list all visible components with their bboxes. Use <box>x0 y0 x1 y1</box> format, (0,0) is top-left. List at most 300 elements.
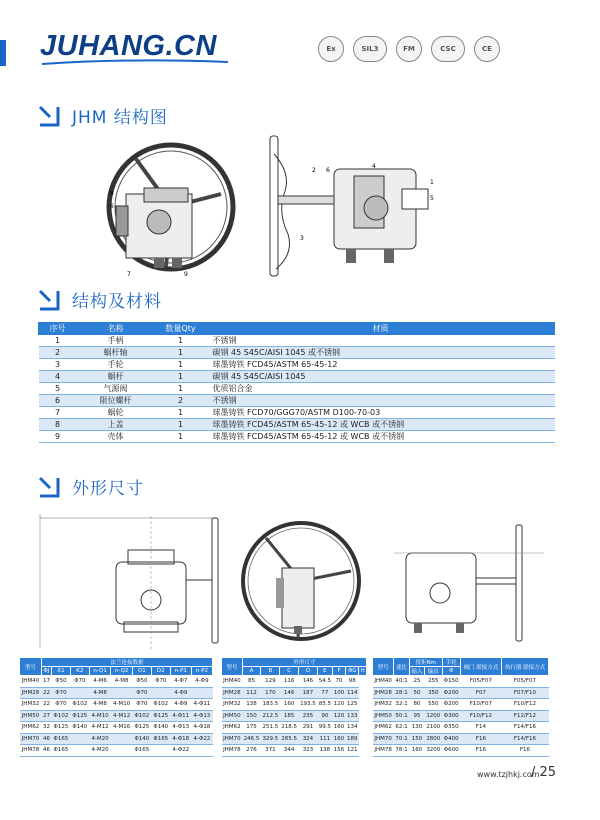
table-cell: 1 <box>39 335 77 347</box>
table-cell: 218.5 <box>280 722 299 734</box>
table-cell: Φ140 <box>70 722 89 734</box>
table-cell: 1200 <box>425 710 442 722</box>
table-cell: 4-M6 <box>89 676 111 688</box>
table-cell: JHM40 <box>373 676 394 688</box>
table-cell: 4-Φ22 <box>191 733 212 745</box>
footer-url: www.tzjhkj.com <box>477 770 540 779</box>
table-cell: 114 <box>346 687 359 699</box>
certification-logos <box>318 36 500 62</box>
table-cell: F05/F07 <box>501 676 548 688</box>
table-cell: 4-Φ22 <box>170 745 191 757</box>
table-cell: Φ50 <box>52 676 71 688</box>
table-cell: 99.5 <box>317 722 332 734</box>
table-cell: 146 <box>280 687 299 699</box>
table-cell: 球墨铸铁 FCD45/ASTM 65-45-12 或 WCB 或不锈钢 <box>207 431 555 443</box>
column-header: 阀门 联接方式 <box>460 658 501 676</box>
table-cell: Φ70 <box>52 687 71 699</box>
callout-9: 9 <box>184 271 188 278</box>
table-cell: 175 <box>242 722 261 734</box>
table-cell: 1 <box>155 431 207 443</box>
callout-5: 5 <box>430 195 434 202</box>
table-cell: 100 <box>332 687 345 699</box>
table-cell: 77 <box>317 687 332 699</box>
table-cell: 1 <box>155 359 207 371</box>
table-cell: Φ125 <box>132 722 151 734</box>
table-cell: 251.5 <box>261 722 280 734</box>
table-cell: 150 <box>242 710 261 722</box>
table-cell: 1 <box>155 371 207 383</box>
table-cell: F10/F12 <box>501 699 548 711</box>
column-header: 输出 <box>425 667 442 676</box>
table-cell: 70 <box>332 676 345 688</box>
dimension-drawing-side <box>394 523 544 645</box>
table-row <box>20 745 213 757</box>
table-row <box>373 699 549 711</box>
column-header: Φ <box>442 667 460 676</box>
table-row <box>222 687 367 699</box>
table-cell: 4-M16 <box>111 722 133 734</box>
table-cell: F05/F07 <box>460 676 501 688</box>
table-cell: 22 <box>41 687 51 699</box>
table-cell: Φ102 <box>132 710 151 722</box>
section-dimensions-header <box>38 474 144 499</box>
column-header: H <box>360 668 365 674</box>
table-cell: 4-M10 <box>89 710 111 722</box>
column-header: C <box>280 667 299 676</box>
table-cell: 蜗杆轴 <box>77 347 155 359</box>
table-cell: Φ70 <box>132 699 151 711</box>
table-cell: 6 <box>39 395 77 407</box>
table-body <box>373 676 549 757</box>
table-row <box>222 676 367 688</box>
table-cell: 371 <box>261 745 280 757</box>
column-header: n-P2 <box>191 667 212 676</box>
callout-6: 6 <box>110 203 114 210</box>
table-cell: 40:1 <box>394 676 410 688</box>
table-cell: F10/F07 <box>460 699 501 711</box>
table-cell: 4-M12 <box>111 710 133 722</box>
torque-spec-table <box>372 657 549 757</box>
table-cell: 球墨铸铁 FCD45/ASTM 65-45-12 或 WCB 或不锈钢 <box>207 419 555 431</box>
table-row <box>39 383 555 395</box>
table-cell: 气源阀 <box>77 383 155 395</box>
table-cell: 4-Φ7 <box>170 676 191 688</box>
column-header: D <box>299 667 318 676</box>
table-cell: 上盖 <box>77 419 155 431</box>
section-title: 结构及材料 <box>72 292 162 312</box>
table-row <box>39 419 555 431</box>
flange-data-table <box>19 657 213 757</box>
table-cell: 1 <box>155 419 207 431</box>
page-edge-tab <box>0 40 6 66</box>
outline-dimensions-table <box>221 657 367 757</box>
table-cell: 4-M20 <box>89 745 111 757</box>
ex-cert-icon: Ex <box>318 36 344 62</box>
column-header: 扭矩Nm <box>409 658 442 667</box>
ce-cert-icon: CE <box>474 36 500 62</box>
table-cell: Φ70 <box>52 699 71 711</box>
table-cell: 2 <box>39 347 77 359</box>
table-cell: 球墨铸铁 FCD45/ASTM 65-45-12 <box>207 359 555 371</box>
column-header: 材质 <box>207 323 555 335</box>
callout-2: 2 <box>312 167 316 174</box>
table-cell: 138 <box>317 745 332 757</box>
column-header: 数量Qty <box>155 323 207 335</box>
table-cell <box>111 687 133 699</box>
table-cell: 2800 <box>425 733 442 745</box>
table-cell: Φ600 <box>442 745 460 757</box>
column-header: K2 <box>70 667 89 676</box>
table-cell: 291 <box>299 722 318 734</box>
table-cell: F12/F12 <box>501 710 548 722</box>
table-header-row <box>39 323 555 335</box>
table-row <box>20 699 213 711</box>
table-cell: Φ102 <box>151 699 170 711</box>
table-cell: 183.5 <box>261 699 280 711</box>
table-cell: 4-Φ11 <box>170 710 191 722</box>
column-header: E <box>317 667 332 676</box>
table-cell: 235 <box>299 710 318 722</box>
table-row <box>373 733 549 745</box>
logo-swoosh <box>40 58 230 68</box>
table-cell: 4-M8 <box>111 676 133 688</box>
table-cell: F14 <box>460 722 501 734</box>
callout-4: 4 <box>372 163 376 170</box>
table-cell: 4-Φ9 <box>191 676 212 688</box>
table-header-row <box>20 658 213 667</box>
table-cell: Φ102 <box>52 710 71 722</box>
table-cell: 不锈钢 <box>207 335 555 347</box>
table-cell: 50:1 <box>394 710 410 722</box>
table-cell: 32 <box>41 722 51 734</box>
table-cell: Φ50 <box>132 676 151 688</box>
table-row <box>39 395 555 407</box>
table-cell: 1 <box>155 347 207 359</box>
table-cell: 4 <box>39 371 77 383</box>
table-cell: JHM70 <box>222 733 243 745</box>
table-cell: 碳钢 45 S45C/AISI 1045 或不锈钢 <box>207 347 555 359</box>
table-cell: 4-Φ18 <box>191 722 212 734</box>
table-cell: 98 <box>346 676 359 688</box>
table-cell: 蜗轮 <box>77 407 155 419</box>
column-header: X1 <box>52 667 71 676</box>
table-cell: JHM40 <box>222 676 243 688</box>
table-cell: 255 <box>425 676 442 688</box>
table-cell: Φ350 <box>442 722 460 734</box>
column-header: n-Q1 <box>89 667 111 676</box>
table-cell: JHM50 <box>373 710 394 722</box>
table-cell: 4-M12 <box>89 722 111 734</box>
table-cell: 4-Φ9 <box>170 699 191 711</box>
page-number: / 25 <box>531 765 557 780</box>
table-cell: Φ200 <box>442 687 460 699</box>
table-cell: 70:1 <box>394 733 410 745</box>
callout-7: 7 <box>127 271 131 278</box>
table-cell <box>70 733 89 745</box>
table-cell: 120 <box>332 699 345 711</box>
table-cell: 324 <box>299 733 318 745</box>
table-cell: 4-M10 <box>111 699 133 711</box>
table-cell: Φ165 <box>151 733 170 745</box>
table-row <box>373 745 549 757</box>
table-body <box>20 676 213 757</box>
table-cell: 7 <box>39 407 77 419</box>
table-cell: F14/F16 <box>501 722 548 734</box>
table-cell: 54.5 <box>317 676 332 688</box>
table-cell: 156 <box>332 745 345 757</box>
column-header: 序号 <box>39 323 77 335</box>
table-cell: 62:1 <box>394 722 410 734</box>
table-cell: 160 <box>280 699 299 711</box>
table-row <box>20 687 213 699</box>
column-header: ΦG <box>346 667 359 676</box>
table-row <box>222 722 367 734</box>
table-cell: 112 <box>242 687 261 699</box>
table-cell: 手柄 <box>77 335 155 347</box>
table-cell: Φ125 <box>151 710 170 722</box>
column-header: 型号 <box>20 658 42 676</box>
column-header: D1 <box>132 667 151 676</box>
table-cell: 150 <box>409 733 424 745</box>
table-cell: JHM28 <box>20 687 42 699</box>
table-cell <box>151 745 170 757</box>
section-structure-header <box>38 103 168 128</box>
section-arrow-icon <box>38 289 60 311</box>
table-cell: 32:1 <box>394 699 410 711</box>
side-view-drawing <box>264 134 444 284</box>
table-cell: 1 <box>155 407 207 419</box>
table-cell: Φ140 <box>151 722 170 734</box>
column-header: n-Q2 <box>111 667 133 676</box>
table-cell <box>111 733 133 745</box>
table-cell: 550 <box>425 699 442 711</box>
table-cell: JHM62 <box>20 722 42 734</box>
section-arrow-icon <box>38 105 60 127</box>
table-cell: 4-Φ11 <box>191 699 212 711</box>
table-cell: 116 <box>280 676 299 688</box>
table-cell: Φ70 <box>70 676 89 688</box>
table-cell: 193.5 <box>299 699 318 711</box>
table-cell: 5 <box>39 383 77 395</box>
table-cell: 22 <box>41 699 51 711</box>
table-cell: 133 <box>346 710 359 722</box>
table-row <box>373 710 549 722</box>
table-cell: 25 <box>409 676 424 688</box>
table-cell: 285.5 <box>280 733 299 745</box>
column-header: F <box>332 667 345 676</box>
table-cell: 189 <box>346 733 359 745</box>
column-header: 手轮 <box>442 658 460 667</box>
table-cell: 28:1 <box>394 687 410 699</box>
table-cell: 17 <box>41 676 51 688</box>
table-cell: 344 <box>280 745 299 757</box>
column-header: D2 <box>151 667 170 676</box>
table-cell: Φ140 <box>132 733 151 745</box>
table-cell: 不锈钢 <box>207 395 555 407</box>
table-cell: JHM78 <box>20 745 42 757</box>
table-row <box>39 359 555 371</box>
callout-3: 3 <box>300 235 304 242</box>
table-row <box>373 722 549 734</box>
table-cell: 4-M20 <box>89 733 111 745</box>
table-cell: JHM28 <box>373 687 394 699</box>
column-header: n-P1 <box>170 667 191 676</box>
table-cell: JHM28 <box>222 687 243 699</box>
table-cell: 246.5 <box>242 733 261 745</box>
table-cell: 187 <box>299 687 318 699</box>
table-cell: 129 <box>261 676 280 688</box>
table-cell: 4-Φ18 <box>170 733 191 745</box>
table-cell: 27 <box>41 710 51 722</box>
table-cell: Φ165 <box>52 745 71 757</box>
table-cell: 350 <box>425 687 442 699</box>
table-cell: 120 <box>332 710 345 722</box>
table-cell: 1 <box>155 335 207 347</box>
table-cell: 80 <box>409 699 424 711</box>
table-cell: 4-M8 <box>89 699 111 711</box>
table-cell: F10/F12 <box>460 710 501 722</box>
table-cell: 4-M8 <box>89 687 111 699</box>
table-cell <box>70 745 89 757</box>
table-cell: JHM32 <box>20 699 42 711</box>
table-cell: Φ200 <box>442 699 460 711</box>
table-cell: Φ300 <box>442 710 460 722</box>
callout-6: 6 <box>326 167 330 174</box>
table-cell: F16 <box>460 733 501 745</box>
column-header: 输入 <box>409 667 424 676</box>
table-row <box>373 687 549 699</box>
table-cell: JHM62 <box>373 722 394 734</box>
table-row <box>222 733 367 745</box>
table-cell: JHM62 <box>222 722 243 734</box>
table-cell: 50 <box>409 687 424 699</box>
table-row <box>39 407 555 419</box>
table-cell: Φ70 <box>132 687 151 699</box>
table-cell <box>191 745 212 757</box>
table-cell: Φ102 <box>70 699 89 711</box>
column-header: ΦJ <box>41 667 51 676</box>
column-header: A <box>242 667 261 676</box>
table-cell: Φ165 <box>52 733 71 745</box>
table-cell: JHM70 <box>20 733 42 745</box>
table-row <box>39 347 555 359</box>
table-cell <box>111 745 133 757</box>
table-cell: 蜗杆 <box>77 371 155 383</box>
table-cell: Φ125 <box>52 722 71 734</box>
table-subheader-row <box>20 667 213 676</box>
front-view-drawing <box>96 134 246 284</box>
table-row <box>20 710 213 722</box>
table-row <box>222 699 367 711</box>
table-cell: 111 <box>317 733 332 745</box>
table-row <box>39 431 555 443</box>
table-cell: Φ165 <box>132 745 151 757</box>
sil3-cert-icon: SIL3 <box>353 36 387 62</box>
table-cell: Φ400 <box>442 733 460 745</box>
materials-table <box>38 322 555 443</box>
table-cell: 160 <box>409 745 424 757</box>
table-cell: 85.5 <box>317 699 332 711</box>
table-cell: F16 <box>460 745 501 757</box>
table-cell: 碳钢 45 S45C/AISI 1045 <box>207 371 555 383</box>
table-cell: Φ125 <box>70 710 89 722</box>
table-cell: 212.5 <box>261 710 280 722</box>
table-cell: 185 <box>280 710 299 722</box>
fm-cert-icon: FM <box>396 36 422 62</box>
table-cell: 170 <box>261 687 280 699</box>
table-cell: 46 <box>41 733 51 745</box>
table-cell: F14/F16 <box>501 733 548 745</box>
table-row <box>39 335 555 347</box>
table-cell: 1 <box>155 383 207 395</box>
table-cell: 90 <box>317 710 332 722</box>
table-cell: 9 <box>39 431 77 443</box>
table-cell: 130 <box>409 722 424 734</box>
table-header-row <box>222 658 367 667</box>
table-cell: 球墨铸铁 FCD70/GGG70/ASTM D100-70-03 <box>207 407 555 419</box>
table-cell <box>70 687 89 699</box>
column-header: B <box>261 667 280 676</box>
table-cell: 3200 <box>425 745 442 757</box>
table-cell: JHM32 <box>222 699 243 711</box>
group-header: 法兰连接数据 <box>41 658 212 667</box>
column-header: 型号 <box>373 658 394 676</box>
table-cell: 优质铝合金 <box>207 383 555 395</box>
table-cell: 121 <box>346 745 359 757</box>
table-cell: 4-Φ13 <box>170 722 191 734</box>
table-cell: 160 <box>332 722 345 734</box>
column-header: 速比 <box>394 658 410 676</box>
table-cell: 329.5 <box>261 733 280 745</box>
table-cell: JHM70 <box>373 733 394 745</box>
column-header: 执行器 联接方式 <box>501 658 548 676</box>
table-row <box>20 722 213 734</box>
table-row <box>20 676 213 688</box>
table-cell: JHM32 <box>373 699 394 711</box>
table-cell: 85 <box>242 676 261 688</box>
section-title: JHM 结构图 <box>72 108 168 128</box>
table-cell: 146 <box>299 676 318 688</box>
dimension-drawing-front <box>36 508 221 653</box>
section-arrow-icon <box>38 476 60 498</box>
table-cell: F07 <box>460 687 501 699</box>
csc-cert-icon: CSC <box>431 36 465 62</box>
column-header: 名称 <box>77 323 155 335</box>
table-row <box>373 676 549 688</box>
table-cell: JHM78 <box>373 745 394 757</box>
table-cell: F16 <box>501 745 548 757</box>
table-cell: 壳体 <box>77 431 155 443</box>
table-cell <box>151 687 170 699</box>
table-cell: 138 <box>242 699 261 711</box>
table-row <box>20 733 213 745</box>
brand-logo: JUHANG.CN <box>40 30 217 62</box>
table-cell: 276 <box>242 745 261 757</box>
table-cell: JHM40 <box>20 676 42 688</box>
table-cell: 46 <box>41 745 51 757</box>
table-cell: 4-Φ9 <box>170 687 191 699</box>
table-cell: 160 <box>332 733 345 745</box>
table-cell: 限位螺杆 <box>77 395 155 407</box>
table-cell: 8 <box>39 419 77 431</box>
table-header-row <box>373 658 549 667</box>
table-cell: 4-Φ13 <box>191 710 212 722</box>
table-cell: 125 <box>346 699 359 711</box>
table-row <box>222 745 367 757</box>
table-cell: 3 <box>39 359 77 371</box>
table-cell: JHM50 <box>222 710 243 722</box>
callout-8: 8 <box>110 190 114 197</box>
